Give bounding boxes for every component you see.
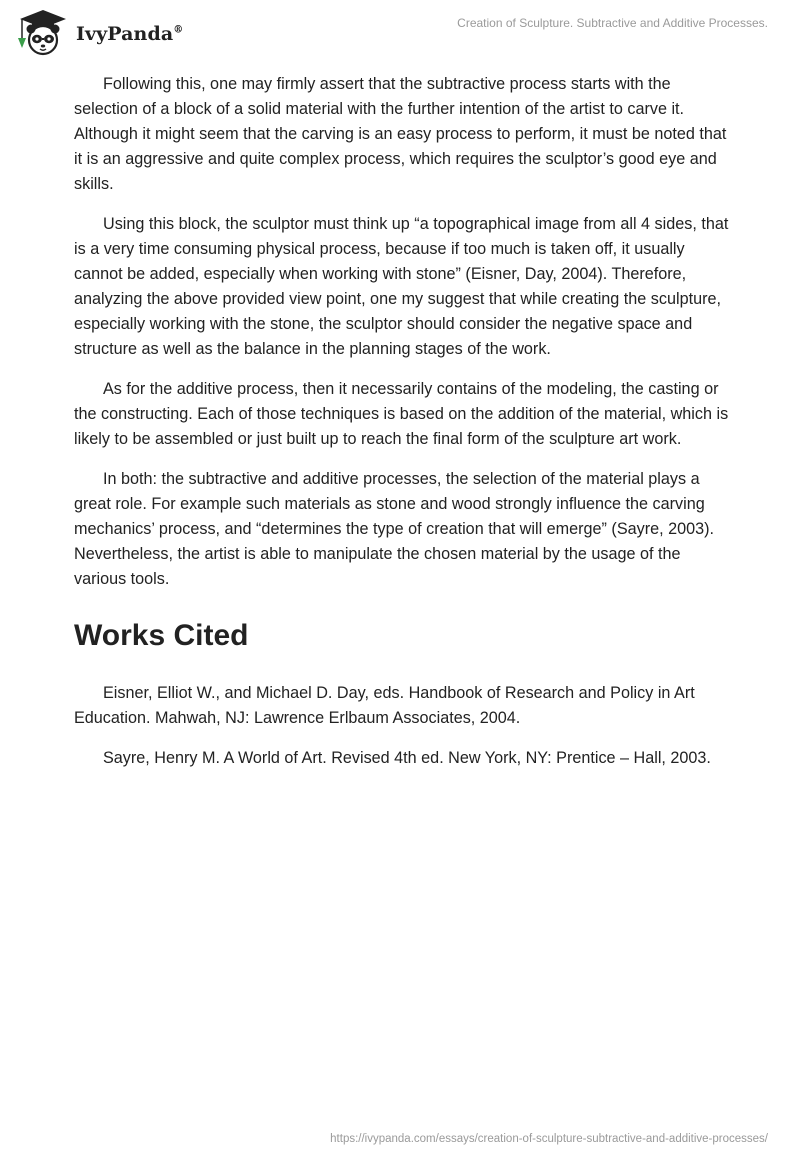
citation-entry: Sayre, Henry M. A World of Art. Revised 4th ed. New York, NY: Prentice – Hall, 2003. [103, 749, 711, 767]
document-title: Creation of Sculpture. Subtractive and Additive Processes. [457, 16, 768, 30]
body-paragraph: As for the additive process, then it necessarily contains of the modeling, the casting or the constructing. Each of those techniques is based on the addition of the material, which is likely to be assembled or just built up to reach the final form of the sculpture art work. [74, 380, 729, 448]
panda-graduate-icon [14, 8, 72, 58]
citation-entry: Eisner, Elliot W., and Michael D. Day, eds. Handbook of Research and Policy in Art Education. Mahwah, NJ: Lawrence Erlbaum Associates, 2004. [74, 684, 695, 727]
ivypanda-logo[interactable] [14, 8, 183, 58]
body-paragraph: Following this, one may firmly assert that the subtractive process starts with the selection of a block of a solid material with the further intention of the artist to carve it. Although it might seem that the carving is an easy process to perform, it must be noted that it is an aggressive and quite complex process, which requires the sculptor’s good eye and skills. [74, 75, 727, 193]
brand-name: IvyPanda® [76, 23, 184, 45]
works-cited-heading: Works Cited [74, 619, 249, 652]
essay-content [74, 72, 734, 786]
body-paragraph: In both: the subtractive and additive processes, the selection of the material plays a great role. For example such materials as stone and wood strongly influence the carving mechanics’ process, and “determines the type of creation that will emerge” (Sayre, 2003). Nevertheless, the artist is able to manipulate the chosen material by the usage of the various tools. [74, 470, 715, 588]
registered-mark: ® [173, 24, 184, 36]
source-url[interactable]: https://ivypanda.com/essays/creation-of-sculpture-subtractive-and-additive-processes/ [330, 1133, 768, 1145]
page-header [0, 0, 800, 60]
body-paragraph: Using this block, the sculptor must think up “a topographical image from all 4 sides, that is a very time consuming physical process, because if too much is taken off, it usually cannot be added, especially when working with stone” (Eisner, Day, 2004). Therefore, analyzing the above provided view point, one my suggest that while creating the sculpture, especially working with the stone, the sculptor should consider the negative space and structure as well as the balance in the planning stages of the work. [74, 215, 729, 358]
